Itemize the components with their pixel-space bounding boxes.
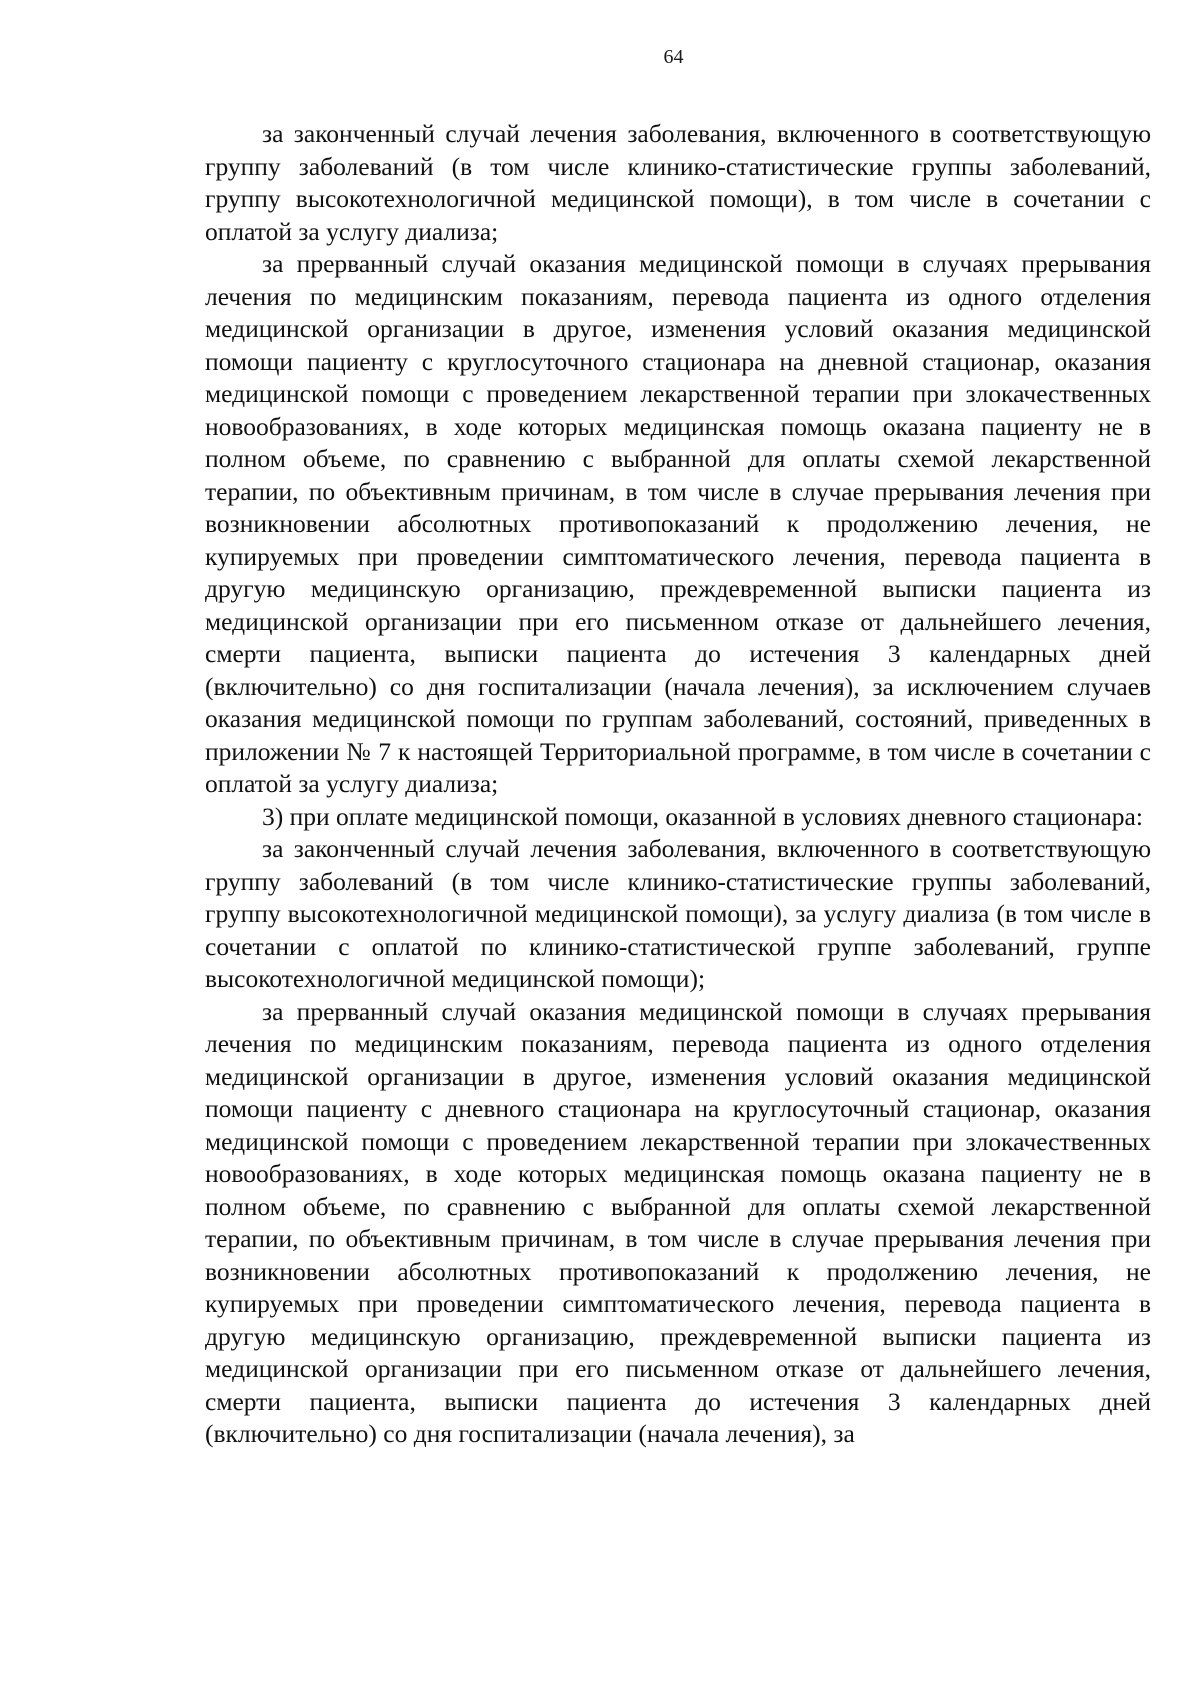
page-number: 64 bbox=[663, 46, 684, 68]
paragraph-day-hospital-heading: 3) при оплате медицинской помощи, оказанной в условиях дневного стационара: bbox=[262, 801, 1143, 831]
paragraph-completed-case-hospital: за законченный случай лечения заболевания, включенного в соответствующую группу заболеваний (в том числе клинико-статистические группы заболеваний, группу высокотехнологичной медицинской помощи), в том числе в сочетании с оплатой за услугу диализа; bbox=[205, 119, 1151, 246]
paragraph-interrupted-case-hospital: за прерванный случай оказания медицинской помощи в случаях прерывания лечения по медицинским показаниям, перевода пациента из одного отделения медицинской организации в другое, изменения условий оказания медицинской помощи пациенту с круглосуточного стационара на дневной стационар, оказания медицинской помощи с проведением лекарственной терапии при злокачественных новообразованиях, в ходе которых медицинская помощь оказана пациенту не в полном объеме, по сравнению с выбранной для оплаты схемой лекарственной терапии, по объективным причинам, в том числе в случае прерывания лечения при возникновении абсолютных противопоказаний к продолжению лечения, не купируемых при проведении симптоматического лечения, перевода пациента в другую медицинскую организацию, преждевременной выписки пациента из медицинской организации при его письменном отказе от дальнейшего лечения, смерти пациента, выписки пациента до истечения 3 календарных дней (включительно) со дня госпитализации (начала лечения), за исключением случаев оказания медицинской помощи по группам заболеваний, состояний, приведенных в приложении № 7 к настоящей Территориальной программе, в том числе в сочетании с оплатой за услугу диализа; bbox=[205, 249, 1151, 798]
paragraph-interrupted-case-day-hospital: за прерванный случай оказания медицинской помощи в случаях прерывания лечения по медицинским показаниям, перевода пациента из одного отделения медицинской организации в другое, изменения условий оказания медицинской помощи пациенту с дневного стационара на круглосуточный стационар, оказания медицинской помощи с проведением лекарственной терапии при злокачественных новообразованиях, в ходе которых медицинская помощь оказана пациенту не в полном объеме, по сравнению с выбранной для оплаты схемой лекарственной терапии, по объективным причинам, в том числе в случае прерывания лечения при возникновении абсолютных противопоказаний к продолжению лечения, не купируемых при проведении симптоматического лечения, перевода пациента в другую медицинскую организацию, преждевременной выписки пациента из медицинской организации при его письменном отказе от дальнейшего лечения, смерти пациента, выписки пациента до истечения 3 календарных дней (включительно) со дня госпитализации (начала лечения), за bbox=[205, 996, 1151, 1448]
document-body bbox=[205, 118, 1151, 1451]
paragraph-completed-case-day-hospital: за законченный случай лечения заболевания, включенного в соответствующую группу заболеваний (в том числе клинико-статистические группы заболеваний, группу высокотехнологичной медицинской помощи), за услугу диализа (в том числе в сочетании с оплатой по клинико-статистической группе заболеваний, группе высокотехнологичной медицинской помощи); bbox=[205, 834, 1151, 993]
